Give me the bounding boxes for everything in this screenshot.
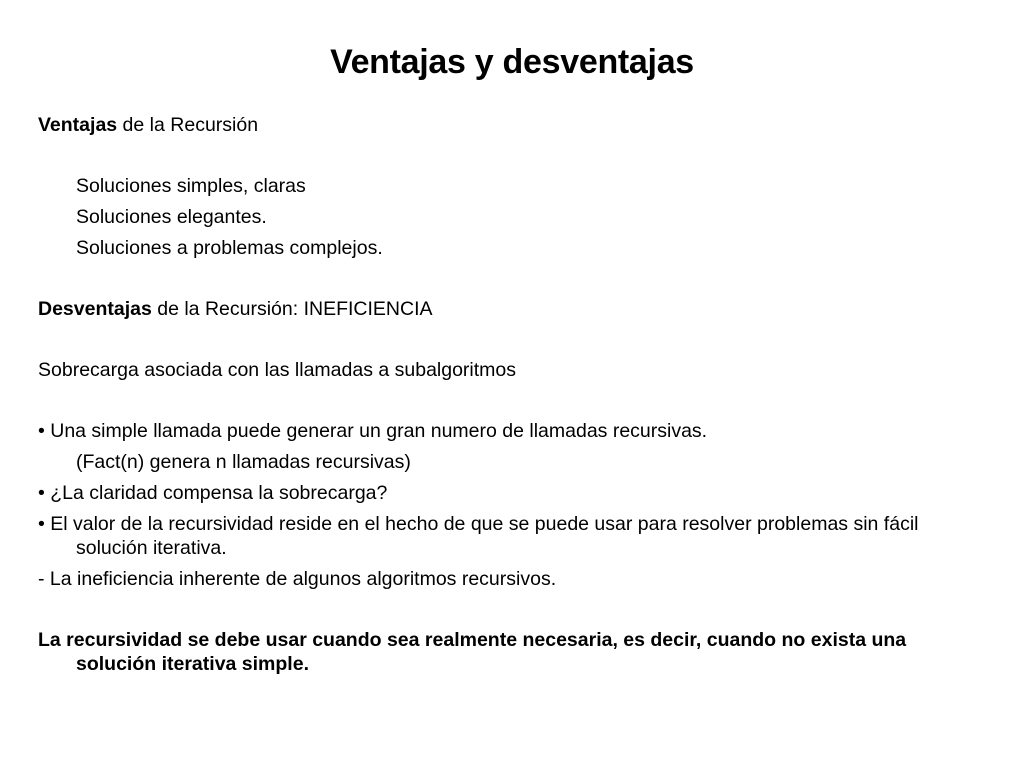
advantage-item: Soluciones elegantes.	[76, 206, 267, 228]
dash-item: - La ineficiencia inherente de algunos algoritmos recursivos.	[38, 568, 557, 590]
advantages-heading-rest: de la Recursión	[117, 114, 259, 136]
disadvantages-heading-rest: de la Recursión: INEFICIENCIA	[151, 298, 433, 320]
spacer	[38, 141, 988, 171]
bullet-item: • ¿La claridad compensa la sobrecarga?	[38, 482, 388, 504]
disadvantages-heading	[38, 294, 988, 325]
advantage-item: Soluciones a problemas complejos.	[76, 237, 383, 259]
spacer	[38, 595, 988, 625]
advantages-heading-bold: Ventajas	[38, 114, 118, 136]
spacer	[38, 325, 988, 355]
disadvantages-heading-bold: Desventajas	[38, 298, 152, 320]
advantages-heading	[38, 110, 988, 141]
bullet-subitem: (Fact(n) genera n llamadas recursivas)	[76, 451, 411, 473]
overhead-text: Sobrecarga asociada con las llamadas a subalgoritmos	[38, 359, 517, 381]
spacer	[38, 264, 988, 294]
slide-title: Ventajas y desventajas	[330, 43, 694, 81]
bullet-item: • Una simple llamada puede generar un gran numero de llamadas recursivas.	[38, 420, 708, 442]
slide-body	[38, 110, 988, 680]
advantage-item: Soluciones simples, claras	[76, 175, 306, 197]
conclusion-text: La recursividad se debe usar cuando sea realmente necesaria, es decir, cuando no exista una solución iterativa simple.	[38, 629, 907, 675]
bullet-item: • El valor de la recursividad reside en el hecho de que se puede usar para resolver problemas sin fácil solución iterativa.	[38, 513, 919, 559]
spacer	[38, 386, 988, 416]
